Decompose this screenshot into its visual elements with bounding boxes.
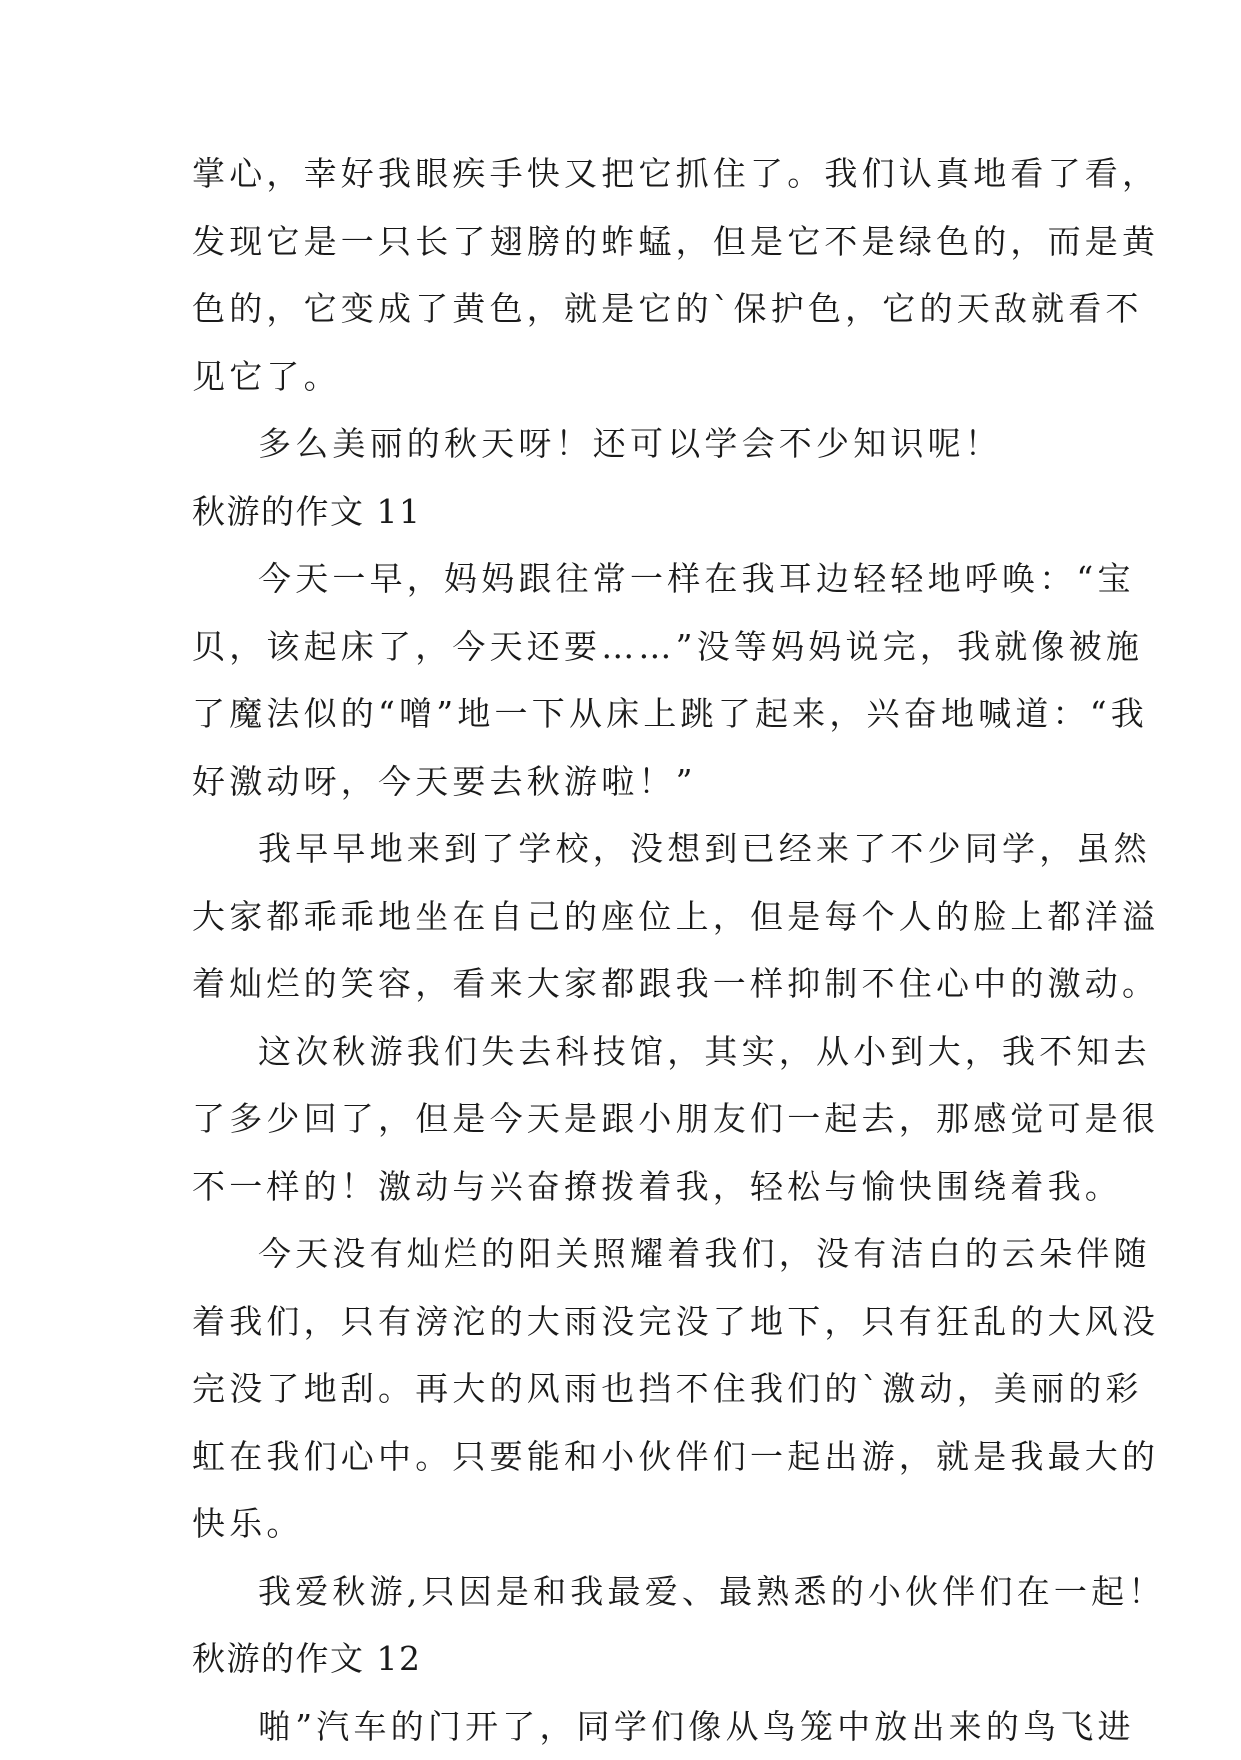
paragraph-start-line: 我早早地来到了学校，没想到已经来了不少同学，虽然 <box>192 815 1052 883</box>
body-line: 虹在我们心中。只要能和小伙伴们一起出游，就是我最大的 <box>192 1423 1052 1491</box>
body-line: 快乐。 <box>192 1490 1052 1558</box>
paragraph-start-line: 我爱秋游,只因是和我最爱、最熟悉的小伙伴们在一起！ <box>192 1558 1052 1626</box>
body-line: 了多少回了，但是今天是跟小朋友们一起去，那感觉可是很 <box>192 1085 1052 1153</box>
essay-text <box>192 140 1052 1760</box>
paragraph-start-line: 今天没有灿烂的阳关照耀着我们，没有洁白的云朵伴随 <box>192 1220 1052 1288</box>
body-line: 着灿烂的笑容，看来大家都跟我一样抑制不住心中的激动。 <box>192 950 1052 1018</box>
paragraph-start-line: 啪”汽车的门开了，同学们像从鸟笼中放出来的鸟飞进 <box>192 1693 1052 1760</box>
body-line: 不一样的！激动与兴奋撩拨着我，轻松与愉快围绕着我。 <box>192 1153 1052 1221</box>
body-line: 了魔法似的“噌”地一下从床上跳了起来，兴奋地喊道：“我 <box>192 680 1052 748</box>
essay-heading-11: 秋游的作文 11 <box>192 478 1052 546</box>
body-line: 贝，该起床了，今天还要……”没等妈妈说完，我就像被施 <box>192 613 1052 681</box>
body-line: 见它了。 <box>192 343 1052 411</box>
body-line: 完没了地刮。再大的风雨也挡不住我们的`激动，美丽的彩 <box>192 1355 1052 1423</box>
body-line: 掌心，幸好我眼疾手快又把它抓住了。我们认真地看了看， <box>192 140 1052 208</box>
paragraph-start-line: 多么美丽的秋天呀！还可以学会不少知识呢！ <box>192 410 1052 478</box>
paragraph-start-line: 今天一早，妈妈跟往常一样在我耳边轻轻地呼唤：“宝 <box>192 545 1052 613</box>
body-line: 好激动呀，今天要去秋游啦！” <box>192 748 1052 816</box>
body-line: 大家都乖乖地坐在自己的座位上，但是每个人的脸上都洋溢 <box>192 883 1052 951</box>
body-line: 发现它是一只长了翅膀的蚱蜢，但是它不是绿色的，而是黄 <box>192 208 1052 276</box>
paragraph-start-line: 这次秋游我们失去科技馆，其实，从小到大，我不知去 <box>192 1018 1052 1086</box>
body-line: 色的，它变成了黄色，就是它的`保护色，它的天敌就看不 <box>192 275 1052 343</box>
essay-heading-12: 秋游的作文 12 <box>192 1625 1052 1693</box>
body-line: 着我们，只有滂沱的大雨没完没了地下，只有狂乱的大风没 <box>192 1288 1052 1356</box>
